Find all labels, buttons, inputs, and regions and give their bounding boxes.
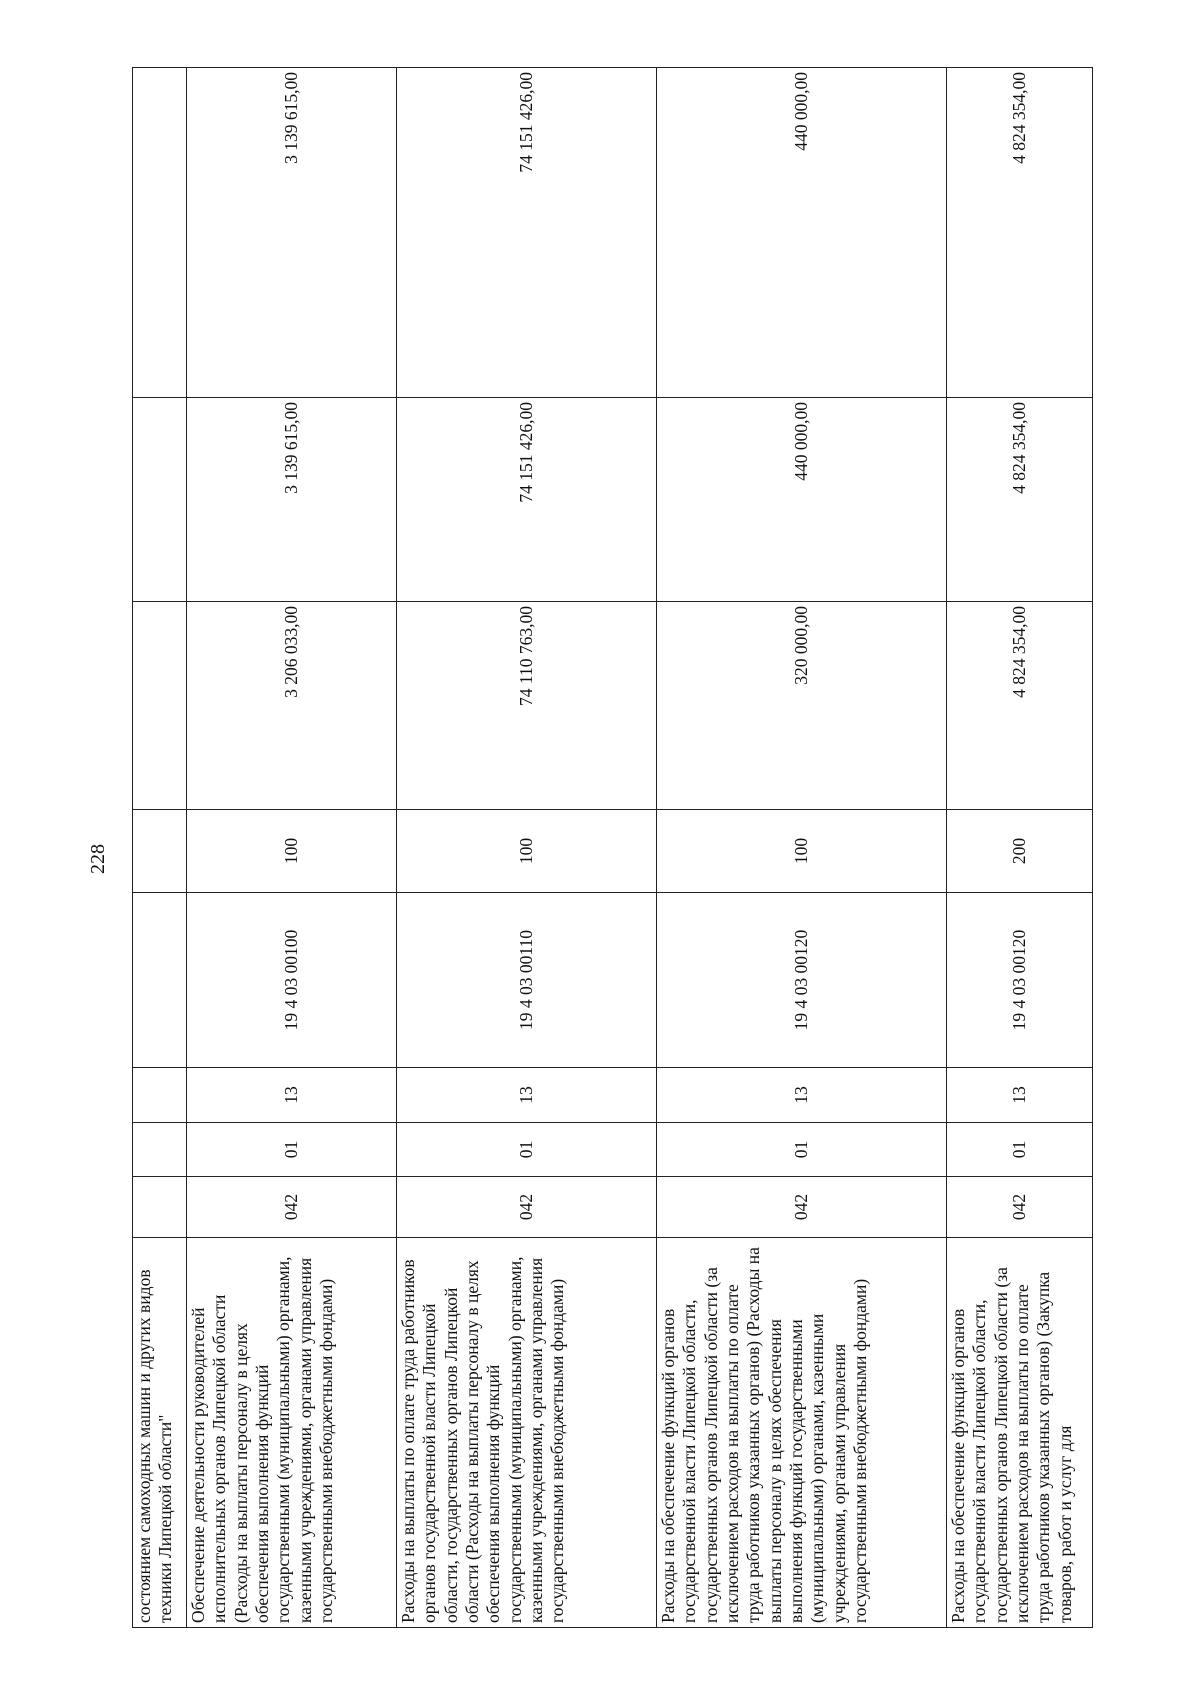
target-code — [133, 893, 187, 1068]
admin-code: 042 — [657, 1177, 947, 1238]
table-row — [187, 68, 397, 1628]
expense-type-code — [133, 810, 187, 893]
subsection-code: 13 — [657, 1068, 947, 1123]
admin-code: 042 — [187, 1177, 397, 1238]
rotated-table-container — [132, 68, 1092, 1628]
row-name: Расходы на выплаты по оплате труда работников органов государственной власти Липецкой области, государственных органов Липецкой области (Расходы на выплаты персоналу в целях обеспечения выполнения функций государственными (муниципальными) органами, казенными учреждениями, органами управления государственными внебюджетными фондами) — [397, 1238, 657, 1628]
page-number: 228 — [86, 844, 109, 874]
table-row — [947, 68, 1093, 1628]
amount-year-2: 3 139 615,00 — [187, 398, 397, 602]
row-name: состоянием самоходных машин и других видов техники Липецкой области" — [133, 1238, 187, 1628]
section-code — [133, 1123, 187, 1177]
amount-year-3: 440 000,00 — [657, 68, 947, 398]
amount-year-1: 3 206 033,00 — [187, 602, 397, 810]
target-code: 19 4 03 00120 — [657, 893, 947, 1068]
subsection-code: 13 — [397, 1068, 657, 1123]
target-code: 19 4 03 00110 — [397, 893, 657, 1068]
admin-code: 042 — [947, 1177, 1093, 1238]
row-name: Расходы на обеспечение функций органов государственной власти Липецкой области, государственных органов Липецкой области (за исключением расходов на выплаты по оплате труда работников указанных органов) (Расходы на выплаты персоналу в целях обеспечения выполнения функций государственными (муниципальными) органами, казенными учреждениями, органами управления государственными внебюджетными фондами) — [657, 1238, 947, 1628]
admin-code — [133, 1177, 187, 1238]
section-code: 01 — [657, 1123, 947, 1177]
section-code: 01 — [947, 1123, 1093, 1177]
subsection-code: 13 — [187, 1068, 397, 1123]
admin-code: 042 — [397, 1177, 657, 1238]
section-code: 01 — [397, 1123, 657, 1177]
row-name: Обеспечение деятельности руководителей исполнительных органов Липецкой области (Расходы на выплаты персоналу в целях обеспечения выполнения функций государственными (муниципальными) органами, казенными учреждениями, органами управления государственными внебюджетными фондами) — [187, 1238, 397, 1628]
amount-year-3: 4 824 354,00 — [947, 68, 1093, 398]
section-code: 01 — [187, 1123, 397, 1177]
amount-year-2: 4 824 354,00 — [947, 398, 1093, 602]
subsection-code — [133, 1068, 187, 1123]
row-name: Расходы на обеспечение функций органов государственной власти Липецкой области, государственных органов Липецкой области (за исключением расходов на выплаты по оплате труда работников указанных органов) (Закупка товаров, работ и услуг для — [947, 1238, 1093, 1628]
amount-year-1 — [133, 602, 187, 810]
amount-year-3: 74 151 426,00 — [397, 68, 657, 398]
expense-type-code: 200 — [947, 810, 1093, 893]
amount-year-1: 4 824 354,00 — [947, 602, 1093, 810]
amount-year-1: 320 000,00 — [657, 602, 947, 810]
amount-year-2 — [133, 398, 187, 602]
subsection-code: 13 — [947, 1068, 1093, 1123]
amount-year-3 — [133, 68, 187, 398]
target-code: 19 4 03 00120 — [947, 893, 1093, 1068]
amount-year-1: 74 110 763,00 — [397, 602, 657, 810]
expense-type-code: 100 — [657, 810, 947, 893]
amount-year-3: 3 139 615,00 — [187, 68, 397, 398]
amount-year-2: 74 151 426,00 — [397, 398, 657, 602]
expense-type-code: 100 — [397, 810, 657, 893]
table-row — [133, 68, 187, 1628]
table-row — [657, 68, 947, 1628]
target-code: 19 4 03 00100 — [187, 893, 397, 1068]
budget-table — [132, 67, 1093, 1628]
expense-type-code: 100 — [187, 810, 397, 893]
table-row — [397, 68, 657, 1628]
amount-year-2: 440 000,00 — [657, 398, 947, 602]
